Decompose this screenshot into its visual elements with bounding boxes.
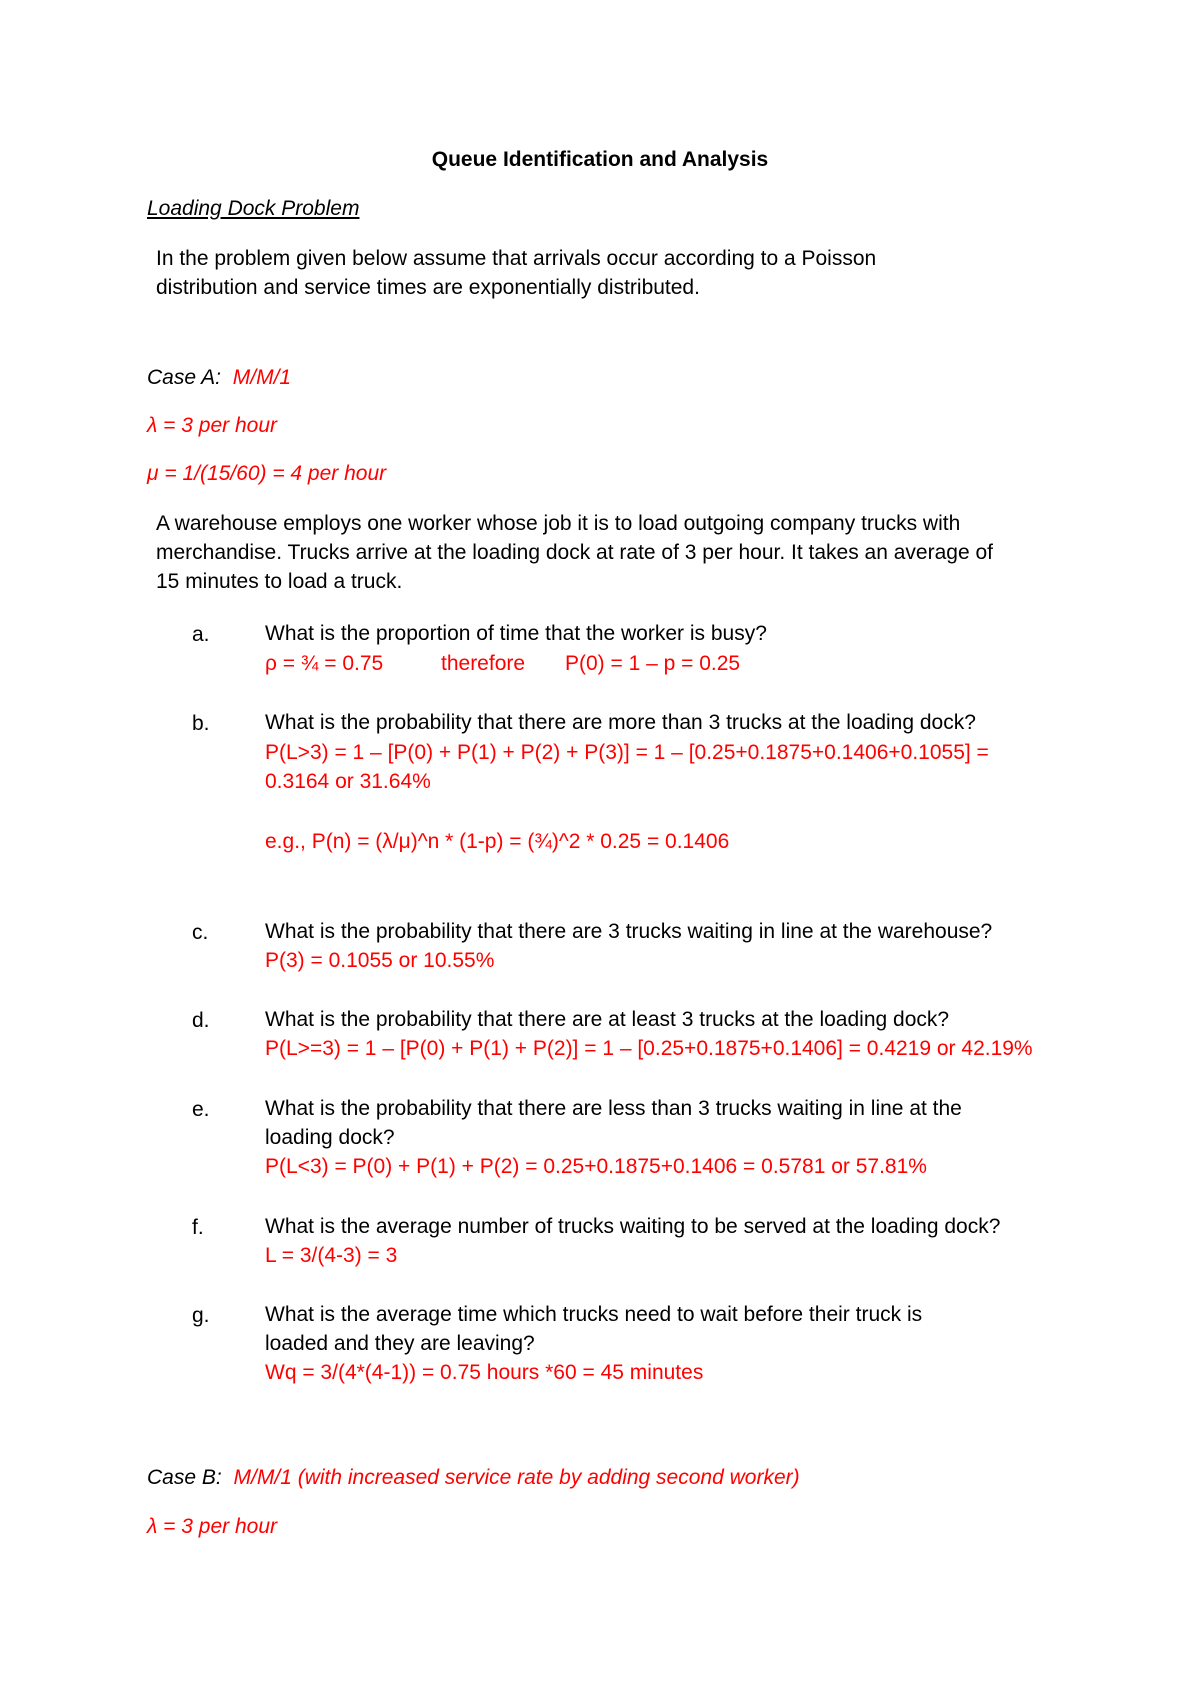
case-b-label: Case B: [147,1466,222,1489]
case-a-heading [147,366,291,390]
problem-statement [156,509,993,596]
answer-line: P(L>3) = 1 – [P(0) + P(1) + P(2) + P(3)] = 1 – [0.25+0.1875+0.1406+0.1055] = [265,741,989,764]
case-a-label: Case A: [147,366,221,389]
answer-part: P(0) = 1 – p = 0.25 [565,652,741,675]
question-text: What is the probability that there are more than 3 trucks at the loading dock? [265,711,976,734]
question-letter: c. [192,921,209,944]
question-letter: f. [192,1216,204,1239]
case-b-lambda: λ = 3 per hour [147,1515,277,1538]
document-title: Queue Identification and Analysis [431,148,769,171]
case-a-lambda: λ = 3 per hour [147,414,277,437]
intro-line-1: In the problem given below assume that arrivals occur according to a Poisson [156,247,877,270]
answer-line: P(L<3) = P(0) + P(1) + P(2) = 0.25+0.1875+0.1406 = 0.5781 or 57.81% [265,1155,927,1178]
example-line: e.g., P(n) = (λ/μ)^n * (1-p) = (¾)^2 * 0.25 = 0.1406 [265,830,730,853]
question-text: loaded and they are leaving? [265,1332,535,1355]
answer-line: P(3) = 0.1055 or 10.55% [265,949,495,972]
question-text: What is the probability that there are at least 3 trucks at the loading dock? [265,1008,950,1031]
case-a-model: M/M/1 [232,366,292,389]
answer-part: ρ = ¾ = 0.75 [265,652,384,675]
question-text: What is the average time which trucks need to wait before their truck is [265,1303,923,1326]
section-subtitle: Loading Dock Problem [147,197,360,220]
question-letter: e. [192,1098,210,1121]
answer-line: 0.3164 or 31.64% [265,770,431,793]
problem-line-2: merchandise. Trucks arrive at the loading dock at rate of 3 per hour. It takes an average of [156,541,993,564]
answer-line: L = 3/(4-3) = 3 [265,1244,398,1267]
question-text: loading dock? [265,1126,395,1149]
question-text: What is the proportion of time that the worker is busy? [265,622,767,645]
question-letter: b. [192,712,210,735]
answer-line [265,649,741,678]
case-b-model: M/M/1 (with increased service rate by adding second worker) [233,1466,800,1489]
intro-paragraph [156,244,876,302]
intro-line-2: distribution and service times are exponentially distributed. [156,276,700,299]
question-letter: a. [192,623,210,646]
problem-line-1: A warehouse employs one worker whose job it is to load outgoing company trucks with [156,512,961,535]
question-text: What is the probability that there are 3 trucks waiting in line at the warehouse? [265,920,993,943]
answer-line: Wq = 3/(4*(4-1)) = 0.75 hours *60 = 45 minutes [265,1361,704,1384]
case-a-mu: μ = 1/(15/60) = 4 per hour [147,462,387,485]
case-b-heading [147,1466,800,1490]
question-text: What is the average number of trucks waiting to be served at the loading dock? [265,1215,1001,1238]
answer-line: P(L>=3) = 1 – [P(0) + P(1) + P(2)] = 1 – [0.25+0.1875+0.1406] = 0.4219 or 42.19% [265,1037,1033,1060]
problem-line-3: 15 minutes to load a truck. [156,570,403,593]
question-text: What is the probability that there are less than 3 trucks waiting in line at the [265,1097,962,1120]
answer-part: therefore [441,652,526,675]
question-letter: g. [192,1304,210,1327]
question-letter: d. [192,1009,210,1032]
